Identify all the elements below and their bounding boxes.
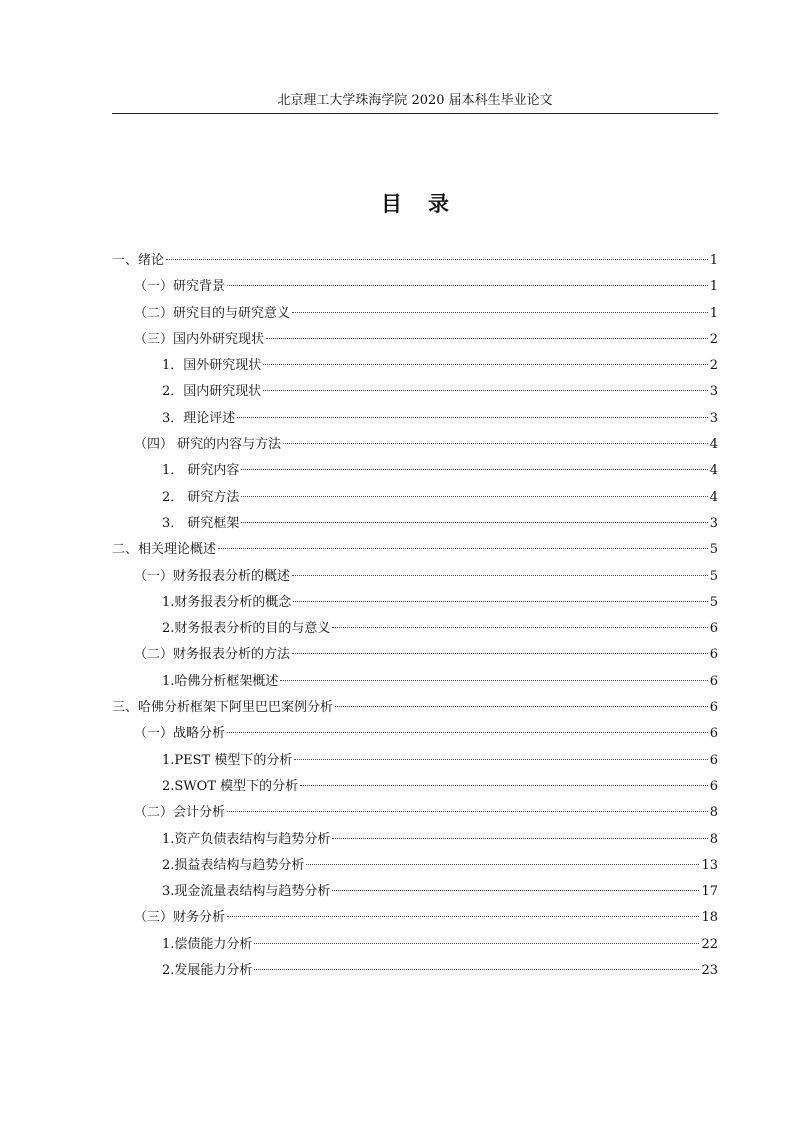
dot-leader [166,259,708,260]
toc-entry-page-number: 18 [701,910,718,926]
toc-entry-label: 1.资产负债表结构与趋势分析 [162,831,331,847]
toc-entry[interactable] [112,379,718,405]
dot-leader [306,864,699,865]
toc-entry-label: 1．国外研究现状 [162,358,262,374]
dot-leader [227,916,699,917]
dot-leader [332,627,707,628]
toc-entry[interactable] [112,353,718,379]
toc-entry[interactable] [112,432,718,458]
toc-entry-label: （三）国内外研究现状 [134,331,265,347]
dot-leader [227,732,708,733]
toc-entry[interactable] [112,616,718,642]
toc-entry[interactable] [112,564,718,590]
toc-entry-label: 1.PEST 模型下的分析 [162,752,293,768]
toc-entry-label: （二）财务报表分析的方法 [134,647,291,663]
toc-entry-page-number: 6 [709,647,718,663]
page-header: 北京理工大学珠海学院 2020 届本科生毕业论文 [277,93,553,108]
dot-leader [254,969,699,970]
toc-entry-page-number: 2 [709,331,718,347]
toc-entry[interactable] [112,932,718,958]
dot-leader [241,522,707,523]
toc-entry[interactable] [112,511,718,537]
toc-entry[interactable] [112,274,718,300]
dot-leader [332,838,707,839]
toc-entry-label: （二）研究目的与研究意义 [134,305,291,321]
toc-entry-label: 2.财务报表分析的目的与意义 [162,621,331,637]
toc-entry[interactable] [112,748,718,774]
dot-leader [254,943,699,944]
toc-entry-label: 1． 研究内容 [162,463,240,479]
toc-entry-page-number: 22 [701,936,718,952]
toc-entry[interactable] [112,905,718,931]
toc-entry-label: 2.损益表结构与趋势分析 [162,857,305,873]
toc-entry[interactable] [112,485,718,511]
toc-entry-label: 一、绪论 [112,253,165,268]
toc-entry[interactable] [112,827,718,853]
toc-entry-label: 三、哈佛分析框架下阿里巴巴案例分析 [112,700,334,716]
toc-entry-label: （四） 研究的内容与方法 [134,437,282,453]
toc-entry-page-number: 1 [709,279,718,295]
toc-entry-label: 2.发展能力分析 [162,963,253,979]
toc-entry-label: （一）研究背景 [134,279,226,295]
toc-entry-page-number: 4 [709,489,718,505]
toc-entry-page-number: 3 [709,410,718,426]
toc-entry-label: 2． 研究方法 [162,489,240,505]
toc-entry[interactable] [112,537,718,563]
toc-entry-page-number: 6 [709,752,718,768]
toc-entry-page-number: 2 [709,358,718,374]
toc-entry-label: 3． 研究框架 [162,515,240,531]
toc-entry-label: 3.现金流量表结构与趋势分析 [162,884,331,900]
dot-leader [293,601,707,602]
toc-entry-page-number: 5 [709,542,718,558]
toc-entry[interactable] [112,721,718,747]
dot-leader [227,285,708,286]
toc-entry-page-number: 4 [709,463,718,479]
toc-entry-page-number: 5 [709,568,718,584]
toc-entry-label: 1.偿债能力分析 [162,936,253,952]
toc-entry-page-number: 8 [709,805,718,821]
toc-entry[interactable] [112,301,718,327]
dot-leader [292,312,708,313]
toc-entry[interactable] [112,853,718,879]
dot-leader [241,469,707,470]
toc-entry[interactable] [112,800,718,826]
toc-entry-page-number: 17 [701,884,718,900]
toc-entry-page-number: 1 [709,253,718,268]
toc-entry-label: （三）财务分析 [134,910,226,926]
dot-leader [300,785,708,786]
toc-entry-page-number: 13 [701,857,718,873]
dot-leader [227,811,708,812]
toc-entry[interactable] [112,327,718,353]
toc-entry[interactable] [112,695,718,721]
header-divider [112,113,718,114]
toc-entry[interactable] [112,406,718,432]
toc-entry-page-number: 1 [709,305,718,321]
dot-leader [263,364,707,365]
toc-entry[interactable] [112,958,718,984]
toc-entry-label: 2.SWOT 模型下的分析 [162,778,299,794]
dot-leader [263,390,707,391]
dot-leader [332,890,699,891]
toc-entry-label: 二、相关理论概述 [112,542,217,558]
toc-entry-label: （一）战略分析 [134,726,226,742]
toc-entry-label: 1.财务报表分析的概念 [162,594,292,610]
toc-entry-page-number: 8 [709,831,718,847]
toc-entry-page-number: 6 [709,700,718,716]
dot-leader [241,496,707,497]
toc-entry-page-number: 3 [709,515,718,531]
dot-leader [218,548,708,549]
toc-entry-label: （二）会计分析 [134,805,226,821]
toc-entry[interactable] [112,669,718,695]
dot-leader [294,759,707,760]
dot-leader [292,653,708,654]
toc-entry-label: 2．国内研究现状 [162,384,262,400]
toc-entry-page-number: 6 [709,673,718,689]
toc-entry[interactable] [112,458,718,484]
toc-entry[interactable] [112,642,718,668]
toc-entry-page-number: 5 [709,594,718,610]
toc-entry-label: 1.哈佛分析框架概述 [162,673,279,689]
dot-leader [280,680,707,681]
toc-entry[interactable] [112,774,718,800]
toc-entry[interactable] [112,879,718,905]
toc-entry[interactable] [112,590,718,616]
toc-entry-page-number: 3 [709,384,718,400]
toc-entry-page-number: 23 [701,963,718,979]
table-of-contents [112,248,718,984]
toc-entry-page-number: 4 [709,437,718,453]
dot-leader [292,575,708,576]
toc-entry-label: 3．理论评述 [162,410,236,426]
toc-title: 目录 [381,191,475,216]
toc-entry-page-number: 6 [709,778,718,794]
dot-leader [335,706,708,707]
toc-entry-page-number: 6 [709,621,718,637]
dot-leader [266,338,708,339]
toc-entry-page-number: 6 [709,726,718,742]
dot-leader [283,443,708,444]
toc-entry-label: （一）财务报表分析的概述 [134,568,291,584]
toc-entry[interactable] [112,248,718,274]
dot-leader [237,417,707,418]
